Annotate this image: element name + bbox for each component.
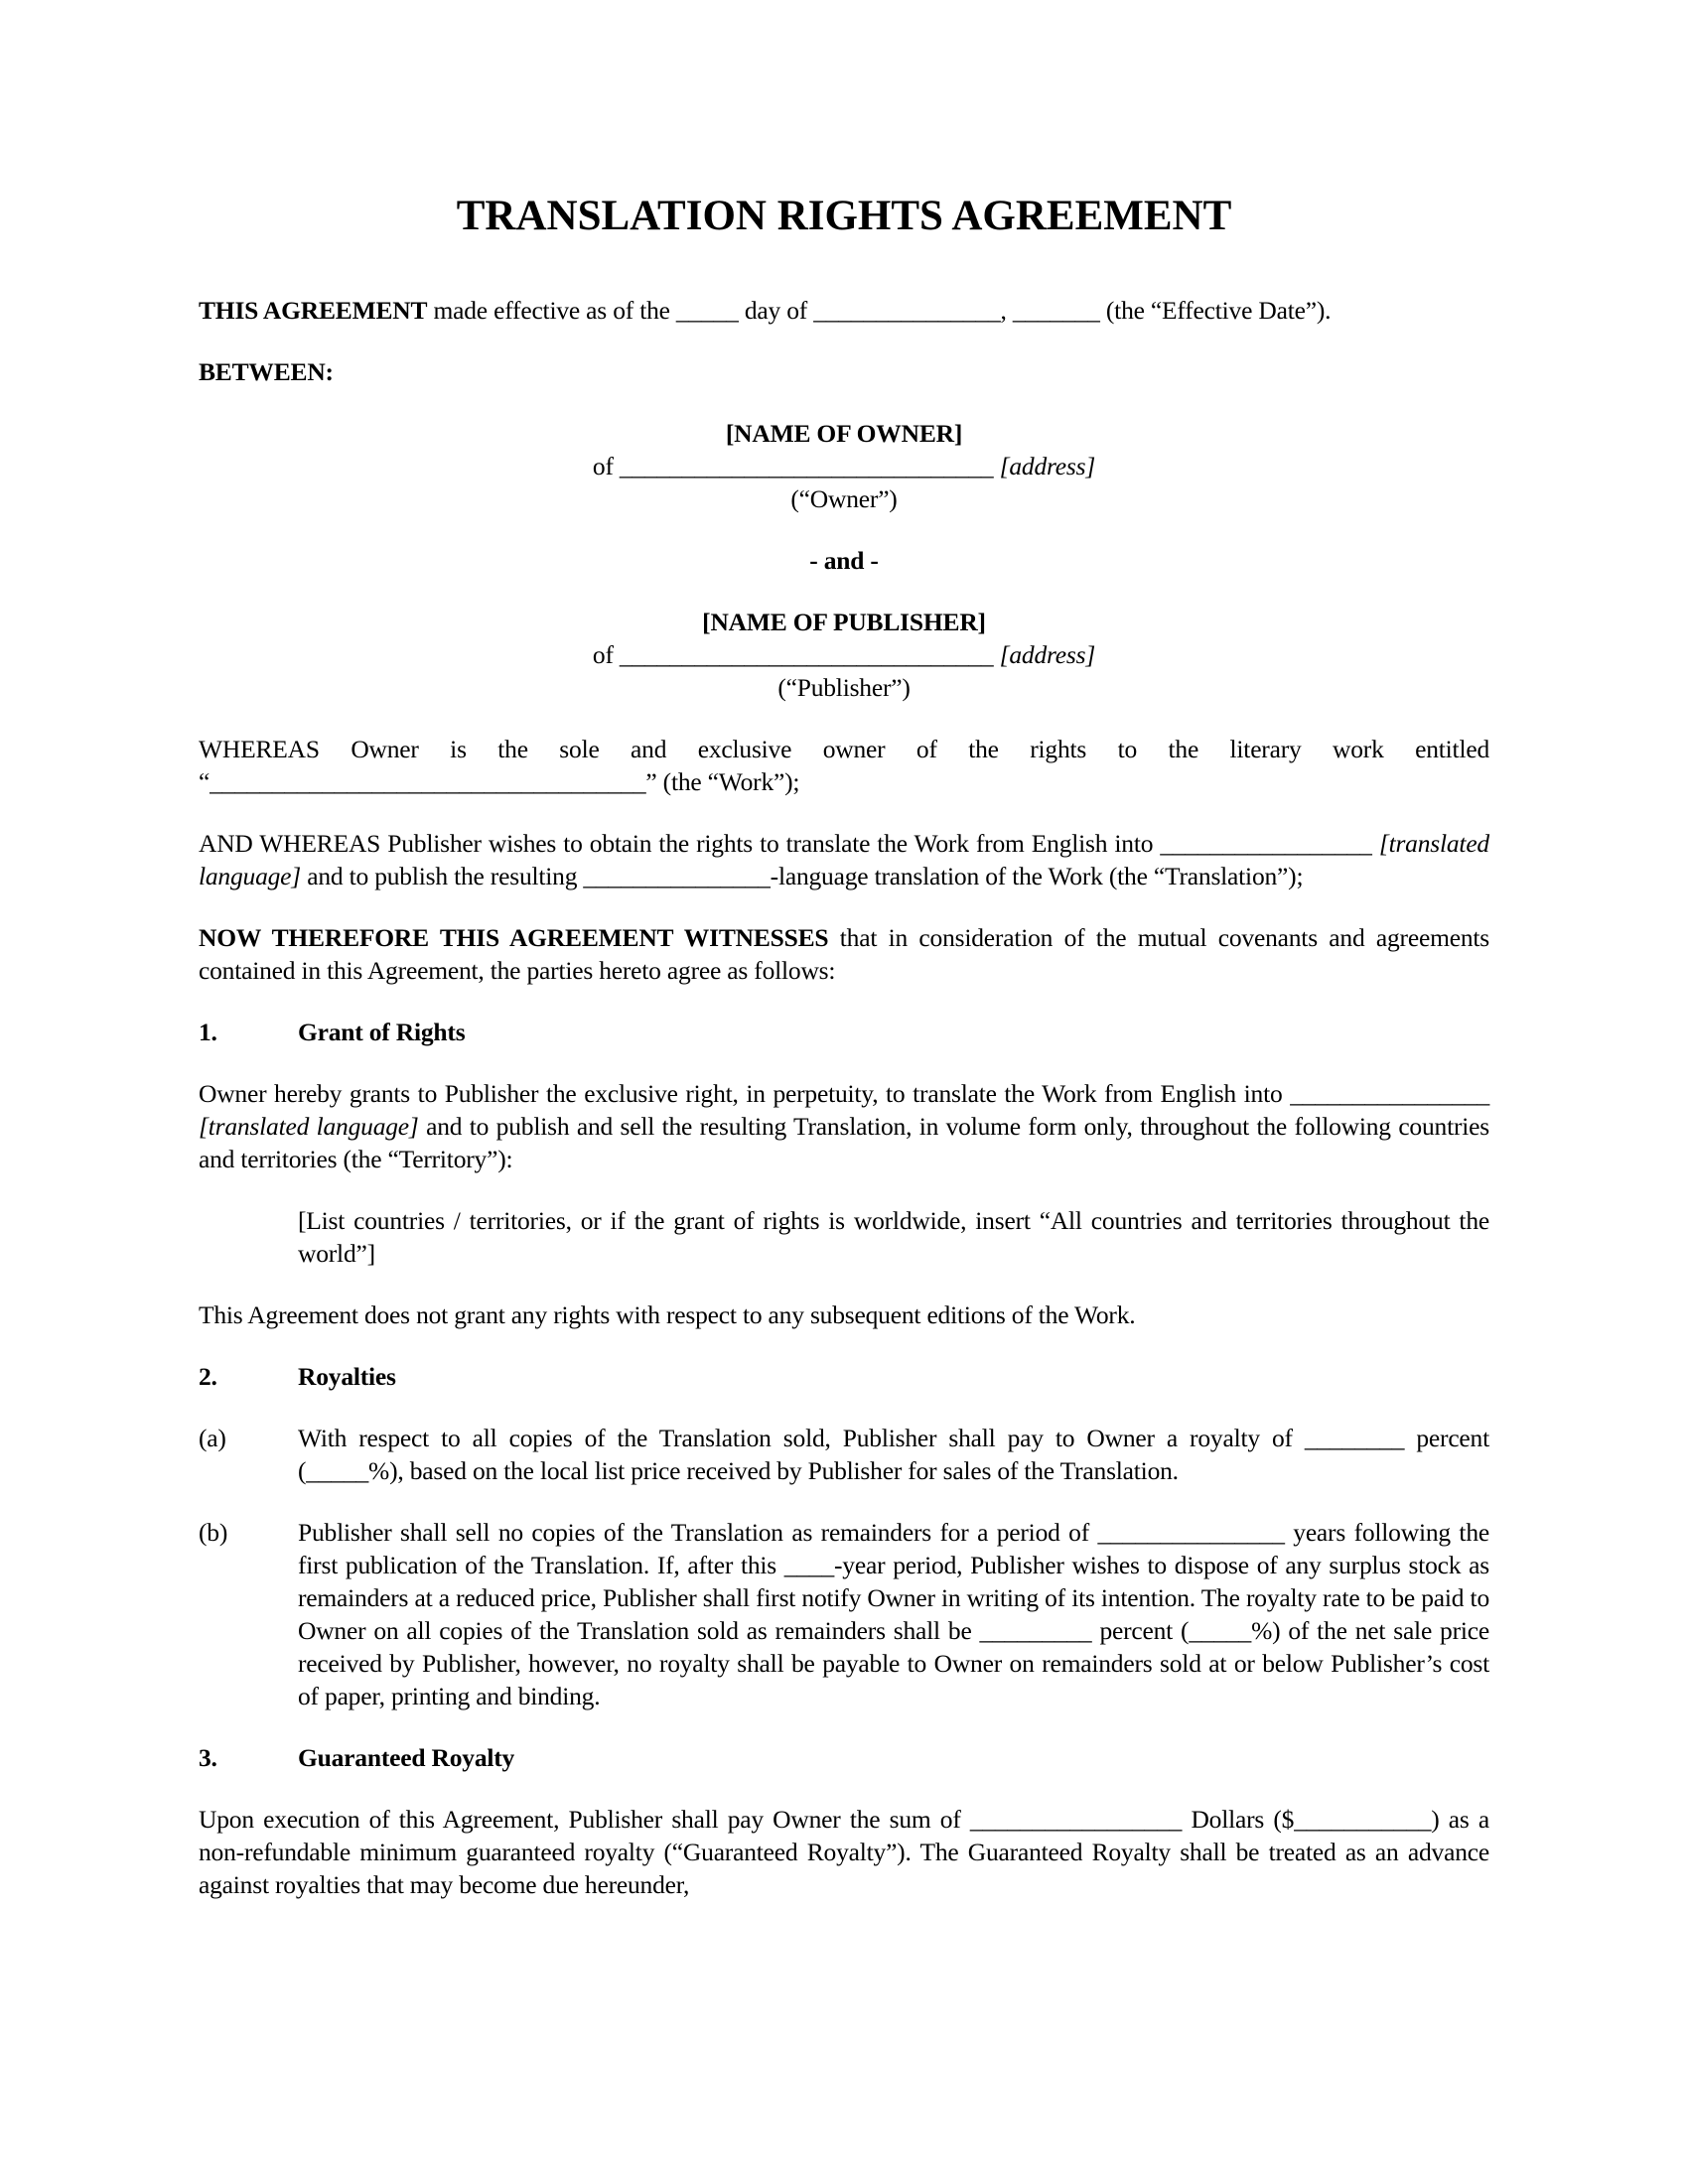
royalties-item-b-label: (b) <box>199 1518 228 1547</box>
now-therefore-clause <box>199 921 1489 987</box>
owner-address-line <box>199 450 1489 482</box>
between-label: BETWEEN: <box>199 357 334 386</box>
subsequent-editions-note: This Agreement does not grant any rights with respect to any subsequent editions of the Work. <box>199 1300 1136 1329</box>
royalties-item-b-text: Publisher shall sell no copies of the Translation as remainders for a period of _______________ years following the first publication of the Translation. If, after this ____-year period, Publisher wishes to dispose of any surplus stock as remainders at a reduced price, Publisher shall first notify Owner in writing of its intention. The royalty rate to be paid to Owner on all copies of the Translation sold as remainders shall be _________ percent (_____%) of the net sale price received by Publisher, however, no royalty shall be payable to Owner on remainders sold at or below Publisher’s cost of paper, printing and binding. <box>298 1518 1489 1710</box>
publisher-defined-term: (“Publisher”) <box>777 673 911 702</box>
publisher-address-line <box>199 638 1489 671</box>
parties-section <box>199 417 1489 704</box>
intro-text: made effective as of the _____ day of _______________, _______ (the “Effective Date”). <box>427 296 1332 325</box>
section-3-number: 3. <box>199 1743 217 1772</box>
now-therefore-text: that in consideration of the mutual covenants and agreements contained in this Agreement, the parties hereto agree as follows: <box>199 923 1489 985</box>
now-therefore-lead: NOW THEREFORE THIS AGREEMENT WITNESSES <box>199 923 829 952</box>
royalties-item-b <box>199 1516 1489 1712</box>
and-whereas-recital <box>199 827 1489 892</box>
section-3-title: Guaranteed Royalty <box>298 1743 515 1772</box>
owner-address-placeholder: [address] <box>999 452 1096 480</box>
publisher-address-placeholder: [address] <box>999 640 1096 669</box>
section-1-number: 1. <box>199 1018 217 1046</box>
territory-instruction-note: [List countries / territories, or if the grant of rights is worldwide, insert “All countries and territories throughout the world”] <box>298 1206 1489 1268</box>
section-2-title: Royalties <box>298 1362 396 1391</box>
and-separator: - and - <box>809 546 879 575</box>
document-title: TRANSLATION RIGHTS AGREEMENT <box>456 193 1232 239</box>
section-1-heading <box>199 1016 1489 1048</box>
royalties-item-a-text: With respect to all copies of the Translation sold, Publisher shall pay to Owner a royalty of ________ percent (_____%), based on the local list price received by Publisher for sales of the Translation. <box>298 1424 1489 1485</box>
translated-language-placeholder: [translated language] <box>199 829 1489 890</box>
intro-paragraph <box>199 294 1489 327</box>
guaranteed-royalty-paragraph: Upon execution of this Agreement, Publisher shall pay Owner the sum of _________________ Dollars ($___________) as a non-refundable minimum guaranteed royalty (“Guaranteed Royalty”). The Guaranteed Royalty shall be treated as an advance against royalties that may become due hereunder, <box>199 1805 1489 1899</box>
grant-text-tail: and to publish and sell the resulting Translation, in volume form only, throughout the following countries and territories (the “Territory”): <box>199 1112 1489 1173</box>
section-1-title: Grant of Rights <box>298 1018 466 1046</box>
royalties-item-a-label: (a) <box>199 1424 226 1452</box>
owner-name-placeholder: [NAME OF OWNER] <box>725 419 963 448</box>
section-3-heading <box>199 1741 1489 1774</box>
publisher-name-placeholder: [NAME OF PUBLISHER] <box>702 608 986 636</box>
grant-of-rights-paragraph <box>199 1077 1489 1175</box>
owner-of-blank: of ______________________________ <box>592 452 994 480</box>
publisher-of-blank: of ______________________________ <box>592 640 994 669</box>
owner-defined-term: (“Owner”) <box>790 484 898 513</box>
section-2-heading <box>199 1360 1489 1393</box>
grant-text-lead: Owner hereby grants to Publisher the exclusive right, in perpetuity, to translate the Work from English into ________________ <box>199 1079 1489 1108</box>
intro-defined-term: THIS AGREEMENT <box>199 296 428 325</box>
and-whereas-text-tail: and to publish the resulting _______________-language translation of the Work (the “Translation”); <box>301 862 1304 890</box>
royalties-item-a <box>199 1422 1489 1487</box>
section-2-number: 2. <box>199 1362 217 1391</box>
whereas-recital: WHEREAS Owner is the sole and exclusive owner of the rights to the literary work entitled “___________________________________” (the “Work”); <box>199 735 1489 796</box>
grant-language-placeholder: [translated language] <box>199 1112 419 1141</box>
and-whereas-text-lead: AND WHEREAS Publisher wishes to obtain the rights to translate the Work from English into _________________ <box>199 829 1379 858</box>
